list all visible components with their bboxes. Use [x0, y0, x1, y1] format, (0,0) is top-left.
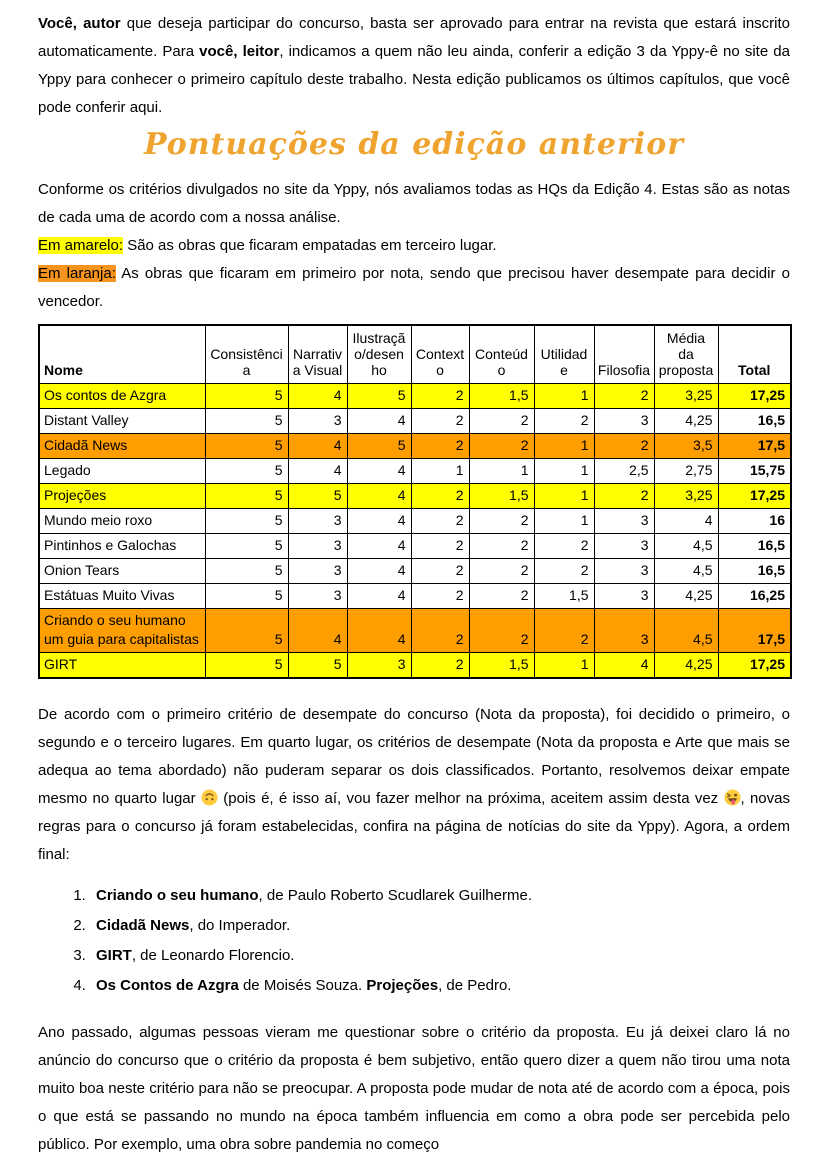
cell: 5: [205, 559, 288, 584]
cell: 4: [288, 459, 347, 484]
table-row: [39, 459, 791, 484]
work-title: Criando o seu humano: [96, 887, 259, 904]
work-author: , de Leonardo Florencio.: [131, 947, 295, 964]
table-row: [39, 609, 791, 653]
cell: 3: [288, 509, 347, 534]
cell: 1,5: [469, 484, 534, 509]
cell: 5: [205, 509, 288, 534]
cell: 3: [347, 653, 411, 679]
work-title: Projeções: [366, 977, 439, 994]
cell: 5: [288, 484, 347, 509]
work-author: , de Pedro.: [438, 977, 512, 994]
cell: 5: [205, 484, 288, 509]
cell: 2: [411, 584, 469, 609]
tiebreak-text-1: De acordo com o primeiro critério de desempate do concurso (Nota da proposta), foi decidido o primeiro, o segundo e o terceiro lugares. Em quarto lugar, os critérios de desempate (Nota da proposta e Arte que mais se adequa ao tema abordado) não puderam separar os dois classificados. Portanto, resolvemos deixar empate mesmo no quarto lugar: [38, 706, 790, 807]
intro-paragraph: [38, 10, 790, 122]
cell: 4,5: [654, 609, 718, 653]
table-row: [39, 534, 791, 559]
cell: 1,5: [469, 653, 534, 679]
intro-text-1: que deseja participar do concurso, basta ser aprovado para entrar na revista que estará inscrito automaticamente. Para: [38, 15, 791, 60]
cell: 3: [288, 584, 347, 609]
cell: 2: [534, 534, 594, 559]
cell: 5: [288, 653, 347, 679]
work-title: Cidadã News: [96, 917, 190, 934]
cell-total: 17,25: [718, 384, 791, 409]
cell: 4,5: [654, 559, 718, 584]
tiebreak-text-3: , novas regras para o concurso já foram estabelecidas, confira na página de notícias do site da Yppy). Agora, a ordem final:: [38, 790, 790, 863]
cell: 2: [594, 384, 654, 409]
cell: 2: [411, 559, 469, 584]
work-title: GIRT: [96, 947, 132, 964]
cell: 5: [205, 459, 288, 484]
row-name: Projeções: [39, 484, 205, 509]
cell: 4,25: [654, 653, 718, 679]
cell: 1,5: [469, 384, 534, 409]
cell: 3,25: [654, 484, 718, 509]
cell: 4: [347, 534, 411, 559]
cell: 3: [288, 534, 347, 559]
table-header-row: [39, 325, 791, 384]
list-item: [90, 881, 790, 911]
cell: 1: [534, 484, 594, 509]
cell: 2: [469, 609, 534, 653]
table-row: [39, 434, 791, 459]
cell: 2: [469, 434, 534, 459]
row-name: Criando o seu humano um guia para capitalistas: [39, 609, 205, 653]
cell: 2: [469, 534, 534, 559]
cell: 5: [347, 434, 411, 459]
table-row: [39, 409, 791, 434]
table-row: [39, 653, 791, 679]
cell: 2,75: [654, 459, 718, 484]
cell: 5: [205, 534, 288, 559]
cell-total: 17,25: [718, 653, 791, 679]
cell: 3: [594, 559, 654, 584]
row-name: Estátuas Muito Vivas: [39, 584, 205, 609]
row-name: Cidadã News: [39, 434, 205, 459]
cell: 2: [411, 384, 469, 409]
cell: 4: [288, 609, 347, 653]
intro-text-2: , indicamos a quem não leu ainda, conferir a edição 3 da Yppy-ê no site da Yppy para conhecer o primeiro capítulo deste trabalho. Nesta edição publicamos os últimos capítulos, que você pode conferir aqui.: [38, 43, 790, 116]
cell: 3: [594, 409, 654, 434]
header-narrativa-visual: Narrativa Visual: [288, 325, 347, 384]
cell: 3: [288, 559, 347, 584]
cell: 2,5: [594, 459, 654, 484]
header-conteudo: Conteúdo: [469, 325, 534, 384]
cell: 4: [347, 559, 411, 584]
legend-yellow-label: Em amarelo:: [38, 237, 124, 254]
zany-face-tongue-icon: [724, 788, 741, 805]
cell: 1: [469, 459, 534, 484]
cell: 4: [288, 434, 347, 459]
cell: 2: [469, 409, 534, 434]
cell: 2: [534, 559, 594, 584]
cell: 3: [594, 534, 654, 559]
row-name: Distant Valley: [39, 409, 205, 434]
tiebreak-text-2: (pois é, é isso aí, vou fazer melhor na próxima, aceitem assim desta vez: [217, 790, 724, 807]
row-name: Onion Tears: [39, 559, 205, 584]
header-utilidade: Utilidade: [534, 325, 594, 384]
cell: 2: [411, 434, 469, 459]
cell-total: 17,5: [718, 609, 791, 653]
legend-yellow-text: São as obras que ficaram empatadas em terceiro lugar.: [123, 237, 497, 254]
cell: 3: [594, 609, 654, 653]
cell: 2: [411, 534, 469, 559]
legend-orange-text: As obras que ficaram em primeiro por nota, sendo que precisou haver desempate para decidir o vencedor.: [38, 265, 790, 310]
cell-total: 17,25: [718, 484, 791, 509]
cell: 4: [347, 484, 411, 509]
list-item: [90, 971, 790, 1001]
table-row: [39, 484, 791, 509]
page-title: Pontuações da edição anterior: [143, 127, 685, 162]
cell: 4,25: [654, 584, 718, 609]
cell: 2: [534, 409, 594, 434]
cell: 2: [469, 584, 534, 609]
cell: 1: [534, 653, 594, 679]
cell: 2: [411, 409, 469, 434]
cell: 4,25: [654, 409, 718, 434]
tiebreak-paragraph: [38, 701, 790, 869]
cell: 3: [288, 409, 347, 434]
cell: 3,5: [654, 434, 718, 459]
cell: 4,5: [654, 534, 718, 559]
list-item: [90, 911, 790, 941]
cell: 1: [534, 434, 594, 459]
cell: 3: [594, 584, 654, 609]
cell: 3: [594, 509, 654, 534]
cell: 1: [534, 509, 594, 534]
list-item: [90, 941, 790, 971]
work-author: , de Paulo Roberto Scudlarek Guilherme.: [258, 887, 532, 904]
header-consistencia: Consistência: [205, 325, 288, 384]
cell: 2: [411, 484, 469, 509]
cell: 2: [469, 509, 534, 534]
cell-total: 16,5: [718, 534, 791, 559]
cell-total: 16: [718, 509, 791, 534]
cell: 4: [347, 584, 411, 609]
cell: 1: [534, 459, 594, 484]
table-row: [39, 384, 791, 409]
row-name: GIRT: [39, 653, 205, 679]
cell: 2: [411, 509, 469, 534]
cell: 2: [411, 609, 469, 653]
cell-total: 17,5: [718, 434, 791, 459]
cell: 3,25: [654, 384, 718, 409]
cell: 5: [347, 384, 411, 409]
cell: 2: [411, 653, 469, 679]
legend-paragraph: [38, 232, 790, 316]
cell: 1: [534, 384, 594, 409]
cell: 4: [347, 509, 411, 534]
header-filosofia: Filosofia: [594, 325, 654, 384]
work-title: Os Contos de Azgra: [96, 977, 239, 994]
cell: 5: [205, 584, 288, 609]
cell-total: 15,75: [718, 459, 791, 484]
cell: 4: [347, 459, 411, 484]
header-media-proposta: Média da proposta: [654, 325, 718, 384]
table-row: [39, 559, 791, 584]
criteria-intro-paragraph: Conforme os critérios divulgados no site da Yppy, nós avaliamos todas as HQs da Edição 4. Estas são as notas de cada uma de acordo com a nossa análise.: [38, 181, 790, 226]
row-name: Os contos de Azgra: [39, 384, 205, 409]
header-contexto: Contexto: [411, 325, 469, 384]
cell: 4: [288, 384, 347, 409]
intro-bold-reader: você, leitor: [199, 43, 280, 60]
cell: 4: [654, 509, 718, 534]
cell: 5: [205, 409, 288, 434]
cell: 2: [534, 609, 594, 653]
row-name: Mundo meio roxo: [39, 509, 205, 534]
header-total: Total: [718, 325, 791, 384]
work-author: , do Imperador.: [189, 917, 291, 934]
cell-total: 16,5: [718, 409, 791, 434]
cell: 2: [469, 559, 534, 584]
cell-total: 16,25: [718, 584, 791, 609]
scores-table: [38, 324, 792, 679]
cell-total: 16,5: [718, 559, 791, 584]
cell: 5: [205, 384, 288, 409]
legend-orange-label: Em laranja:: [38, 265, 116, 282]
final-order-list: [38, 881, 790, 1001]
cell: 4: [347, 409, 411, 434]
cell: 1,5: [534, 584, 594, 609]
cell: 5: [205, 434, 288, 459]
row-name: Legado: [39, 459, 205, 484]
table-row: [39, 509, 791, 534]
row-name: Pintinhos e Galochas: [39, 534, 205, 559]
cell: 5: [205, 609, 288, 653]
work-author: de Moisés Souza.: [238, 977, 367, 994]
cell: 2: [594, 434, 654, 459]
table-row: [39, 584, 791, 609]
cell: 1: [411, 459, 469, 484]
header-nome: Nome: [39, 325, 205, 384]
cell: 5: [205, 653, 288, 679]
upside-down-face-icon: [201, 788, 218, 805]
cell: 4: [594, 653, 654, 679]
header-ilustracao-desenho: Ilustração/desenho: [347, 325, 411, 384]
intro-bold-author: Você, autor: [38, 15, 121, 32]
cell: 2: [594, 484, 654, 509]
closing-paragraph: Ano passado, algumas pessoas vieram me questionar sobre o critério da proposta. Eu já deixei claro lá no anúncio do concurso que o critério da proposta é bem subjetivo, então quero dizer a quem não tirou uma nota muito boa neste critério para não se preocupar. A proposta pode mudar de nota até de acordo com a época, pois o que está se passando no mundo na época também influencia em como a obra pode ser percebida pelo público. Por exemplo, uma obra sobre pandemia no começo: [38, 1024, 790, 1153]
cell: 4: [347, 609, 411, 653]
